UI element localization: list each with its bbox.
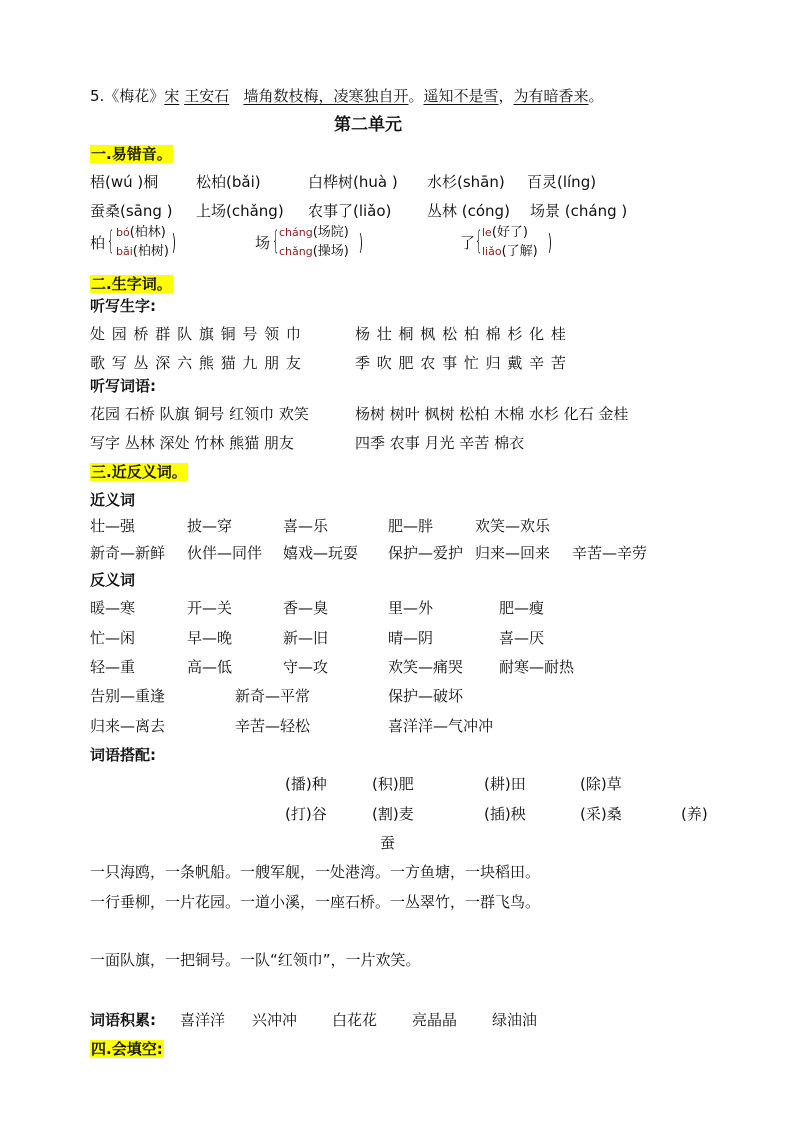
antonym-pair: 喜洋洋—气冲冲	[388, 717, 494, 735]
polyphone-reading-b	[279, 244, 349, 260]
antonym-pair: 香—臭	[283, 599, 329, 617]
synonym-pair: 嬉戏—玩耍	[283, 544, 359, 562]
antonym-pair: 早—晚	[187, 629, 233, 647]
antonym-pair: 归来—离去	[90, 717, 166, 735]
polyphone-reading-b	[482, 244, 538, 260]
section-heading-text: 一.易错音。	[91, 145, 172, 163]
synonym-pair: 新奇—新鲜	[90, 544, 166, 562]
polyphone-group	[460, 223, 570, 265]
poem-punct: 。	[408, 87, 424, 105]
polyphone-reading-a	[482, 225, 528, 241]
paren-close-icon: )	[359, 231, 363, 256]
pinyin: liǎo	[482, 245, 502, 258]
pinyin-item: 农事了(liǎo)	[308, 202, 392, 220]
char-list: 处 园 桥 群 队 旗 铜 号 领 巾	[90, 325, 302, 343]
collocation-label: 词语搭配:	[90, 746, 156, 764]
collocation-item: (插)秧	[484, 805, 526, 823]
accumulation-word: 兴冲冲	[252, 1011, 298, 1029]
pinyin: le	[482, 226, 492, 239]
example-word: (好了)	[491, 225, 528, 240]
polyphone-group	[90, 223, 200, 265]
word-list: 四季 农事 月光 辛苦 棉衣	[355, 434, 525, 452]
polyphone-reading-a	[116, 225, 166, 241]
antonym-pair: 晴—阴	[388, 629, 434, 647]
section-heading-text: 三.近反义词。	[91, 463, 187, 481]
antonym-pair: 肥—瘦	[499, 599, 545, 617]
example-word: (柏树)	[132, 244, 169, 259]
pinyin-item: 白桦树(huà )	[308, 173, 398, 191]
brace-symbol: {	[272, 226, 280, 256]
antonym-pair: 告别—重逢	[90, 687, 166, 705]
synonym-pair: 归来—回来	[475, 544, 551, 562]
example-word: (场院)	[312, 225, 349, 240]
word-list: 花园 石桥 队旗 铜号 红领巾 欢笑	[90, 405, 309, 423]
synonym-pair: 壮—强	[90, 517, 136, 535]
char-list: 歌 写 丛 深 六 熊 猫 九 朋 友	[90, 354, 302, 372]
poem-punct: ，	[498, 87, 514, 105]
antonym-pair: 高—低	[187, 658, 233, 676]
collocation-item: 蚕	[380, 834, 396, 852]
pinyin-item: 蚕桑(sāng )	[90, 202, 173, 220]
antonym-pair: 开—关	[187, 599, 233, 617]
section-4-heading	[90, 1039, 164, 1059]
poem-line-1: 墙角数枝梅，凌寒独自开	[243, 87, 409, 105]
measure-word-line: 一行垂柳，一片花园。一道小溪，一座石桥。一丛翠竹，一群飞鸟。	[90, 893, 541, 911]
antonym-pair: 忙—闲	[90, 629, 136, 647]
pinyin: chǎng	[279, 245, 313, 258]
collocation-item: (养)	[681, 805, 708, 823]
collocation-item: (耕)田	[484, 775, 526, 793]
dictation-chars-label: 听写生字:	[90, 297, 156, 315]
polyphone-char: 柏	[90, 234, 106, 252]
collocation-item: (播)种	[285, 775, 327, 793]
paren-close-icon: )	[548, 231, 552, 256]
synonym-pair: 保护—爱护	[388, 544, 464, 562]
pinyin-item: 水杉(shān)	[427, 173, 505, 191]
pinyin: bǎi	[116, 245, 133, 258]
section-heading-text: 二.生字词。	[91, 275, 172, 293]
collocation-item: (除)草	[580, 775, 622, 793]
accumulation-word: 绿油油	[492, 1011, 538, 1029]
accumulation-word: 亮晶晶	[412, 1011, 458, 1029]
pinyin-item: 上场(chǎng)	[196, 202, 284, 220]
poem-prefix: 5.《梅花》	[90, 87, 165, 105]
antonym-label: 反义词	[90, 571, 136, 589]
polyphone-reading-a	[279, 225, 349, 241]
brace-symbol: {	[107, 226, 115, 256]
collocation-item: (采)桑	[580, 805, 622, 823]
antonym-pair: 守—攻	[283, 658, 329, 676]
pinyin-item: 松柏(bǎi)	[196, 173, 261, 191]
pinyin-item: 百灵(líng)	[527, 173, 597, 191]
accumulation-word: 喜洋洋	[180, 1011, 226, 1029]
poem-line-3: 为有暗香来	[513, 87, 589, 105]
collocation-item: (积)肥	[372, 775, 414, 793]
polyphone-char: 了	[460, 234, 476, 252]
antonym-pair: 保护—破坏	[388, 687, 464, 705]
paren-close-icon: )	[172, 231, 176, 256]
poem-punct: 。	[588, 87, 604, 105]
polyphone-char: 场	[255, 234, 271, 252]
word-list: 写字 丛林 深处 竹林 熊猫 朋友	[90, 434, 294, 452]
accumulation-word: 白花花	[332, 1011, 378, 1029]
example-word: (操场)	[312, 244, 349, 259]
antonym-pair: 新奇—平常	[235, 687, 311, 705]
example-word: (柏林)	[129, 225, 166, 240]
synonym-pair: 伙伴—同伴	[187, 544, 263, 562]
synonym-pair: 辛苦—辛劳	[572, 544, 648, 562]
antonym-pair: 欢笑—痛哭	[388, 658, 464, 676]
antonym-pair: 暖—寒	[90, 599, 136, 617]
pinyin: cháng	[279, 226, 313, 239]
poem-dynasty: 宋	[164, 87, 180, 105]
antonym-pair: 轻—重	[90, 658, 136, 676]
pinyin: bó	[116, 226, 130, 239]
synonym-label: 近义词	[90, 491, 136, 509]
char-list: 杨 壮 桐 枫 松 柏 棉 杉 化 桂	[355, 325, 567, 343]
collocation-item: (打)谷	[285, 805, 327, 823]
dictation-words-label: 听写词语:	[90, 377, 156, 395]
example-word: (了解)	[501, 244, 538, 259]
antonym-pair: 里—外	[388, 599, 434, 617]
section-heading-text: 四.会填空:	[91, 1040, 163, 1058]
pinyin-item: 丛林 (cóng)	[427, 202, 510, 220]
poem-author: 王安石	[184, 87, 230, 105]
synonym-pair: 肥—胖	[388, 517, 434, 535]
antonym-pair: 喜—厌	[499, 629, 545, 647]
measure-word-line: 一面队旗，一把铜号。一队“红领巾”，一片欢笑。	[90, 951, 421, 969]
antonym-pair: 新—旧	[283, 629, 329, 647]
synonym-pair: 披—穿	[187, 517, 233, 535]
antonym-pair: 耐寒—耐热	[499, 658, 575, 676]
synonym-pair: 欢笑—欢乐	[475, 517, 551, 535]
brace-symbol: {	[475, 226, 483, 256]
antonym-pair: 辛苦—轻松	[235, 717, 311, 735]
poem-line	[90, 86, 604, 106]
char-list: 季 吹 肥 农 事 忙 归 戴 辛 苦	[355, 354, 567, 372]
word-list: 杨树 树叶 枫树 松柏 木棉 水杉 化石 金桂	[355, 405, 629, 423]
section-1-heading	[90, 144, 173, 164]
polyphone-group	[255, 223, 385, 265]
section-2-heading	[90, 274, 173, 294]
pinyin-item: 梧(wú )桐	[90, 173, 159, 191]
accumulation-label: 词语积累:	[90, 1011, 156, 1029]
collocation-item: (割)麦	[372, 805, 414, 823]
unit-title: 第二单元	[334, 115, 402, 135]
poem-line-2: 遥知不是雪	[423, 87, 499, 105]
synonym-pair: 喜—乐	[283, 517, 329, 535]
polyphone-reading-b	[116, 244, 169, 260]
pinyin-item: 场景 (cháng )	[530, 202, 628, 220]
section-3-heading	[90, 462, 188, 482]
measure-word-line: 一只海鸥，一条帆船。一艘军舰，一处港湾。一方鱼塘，一块稻田。	[90, 863, 541, 881]
